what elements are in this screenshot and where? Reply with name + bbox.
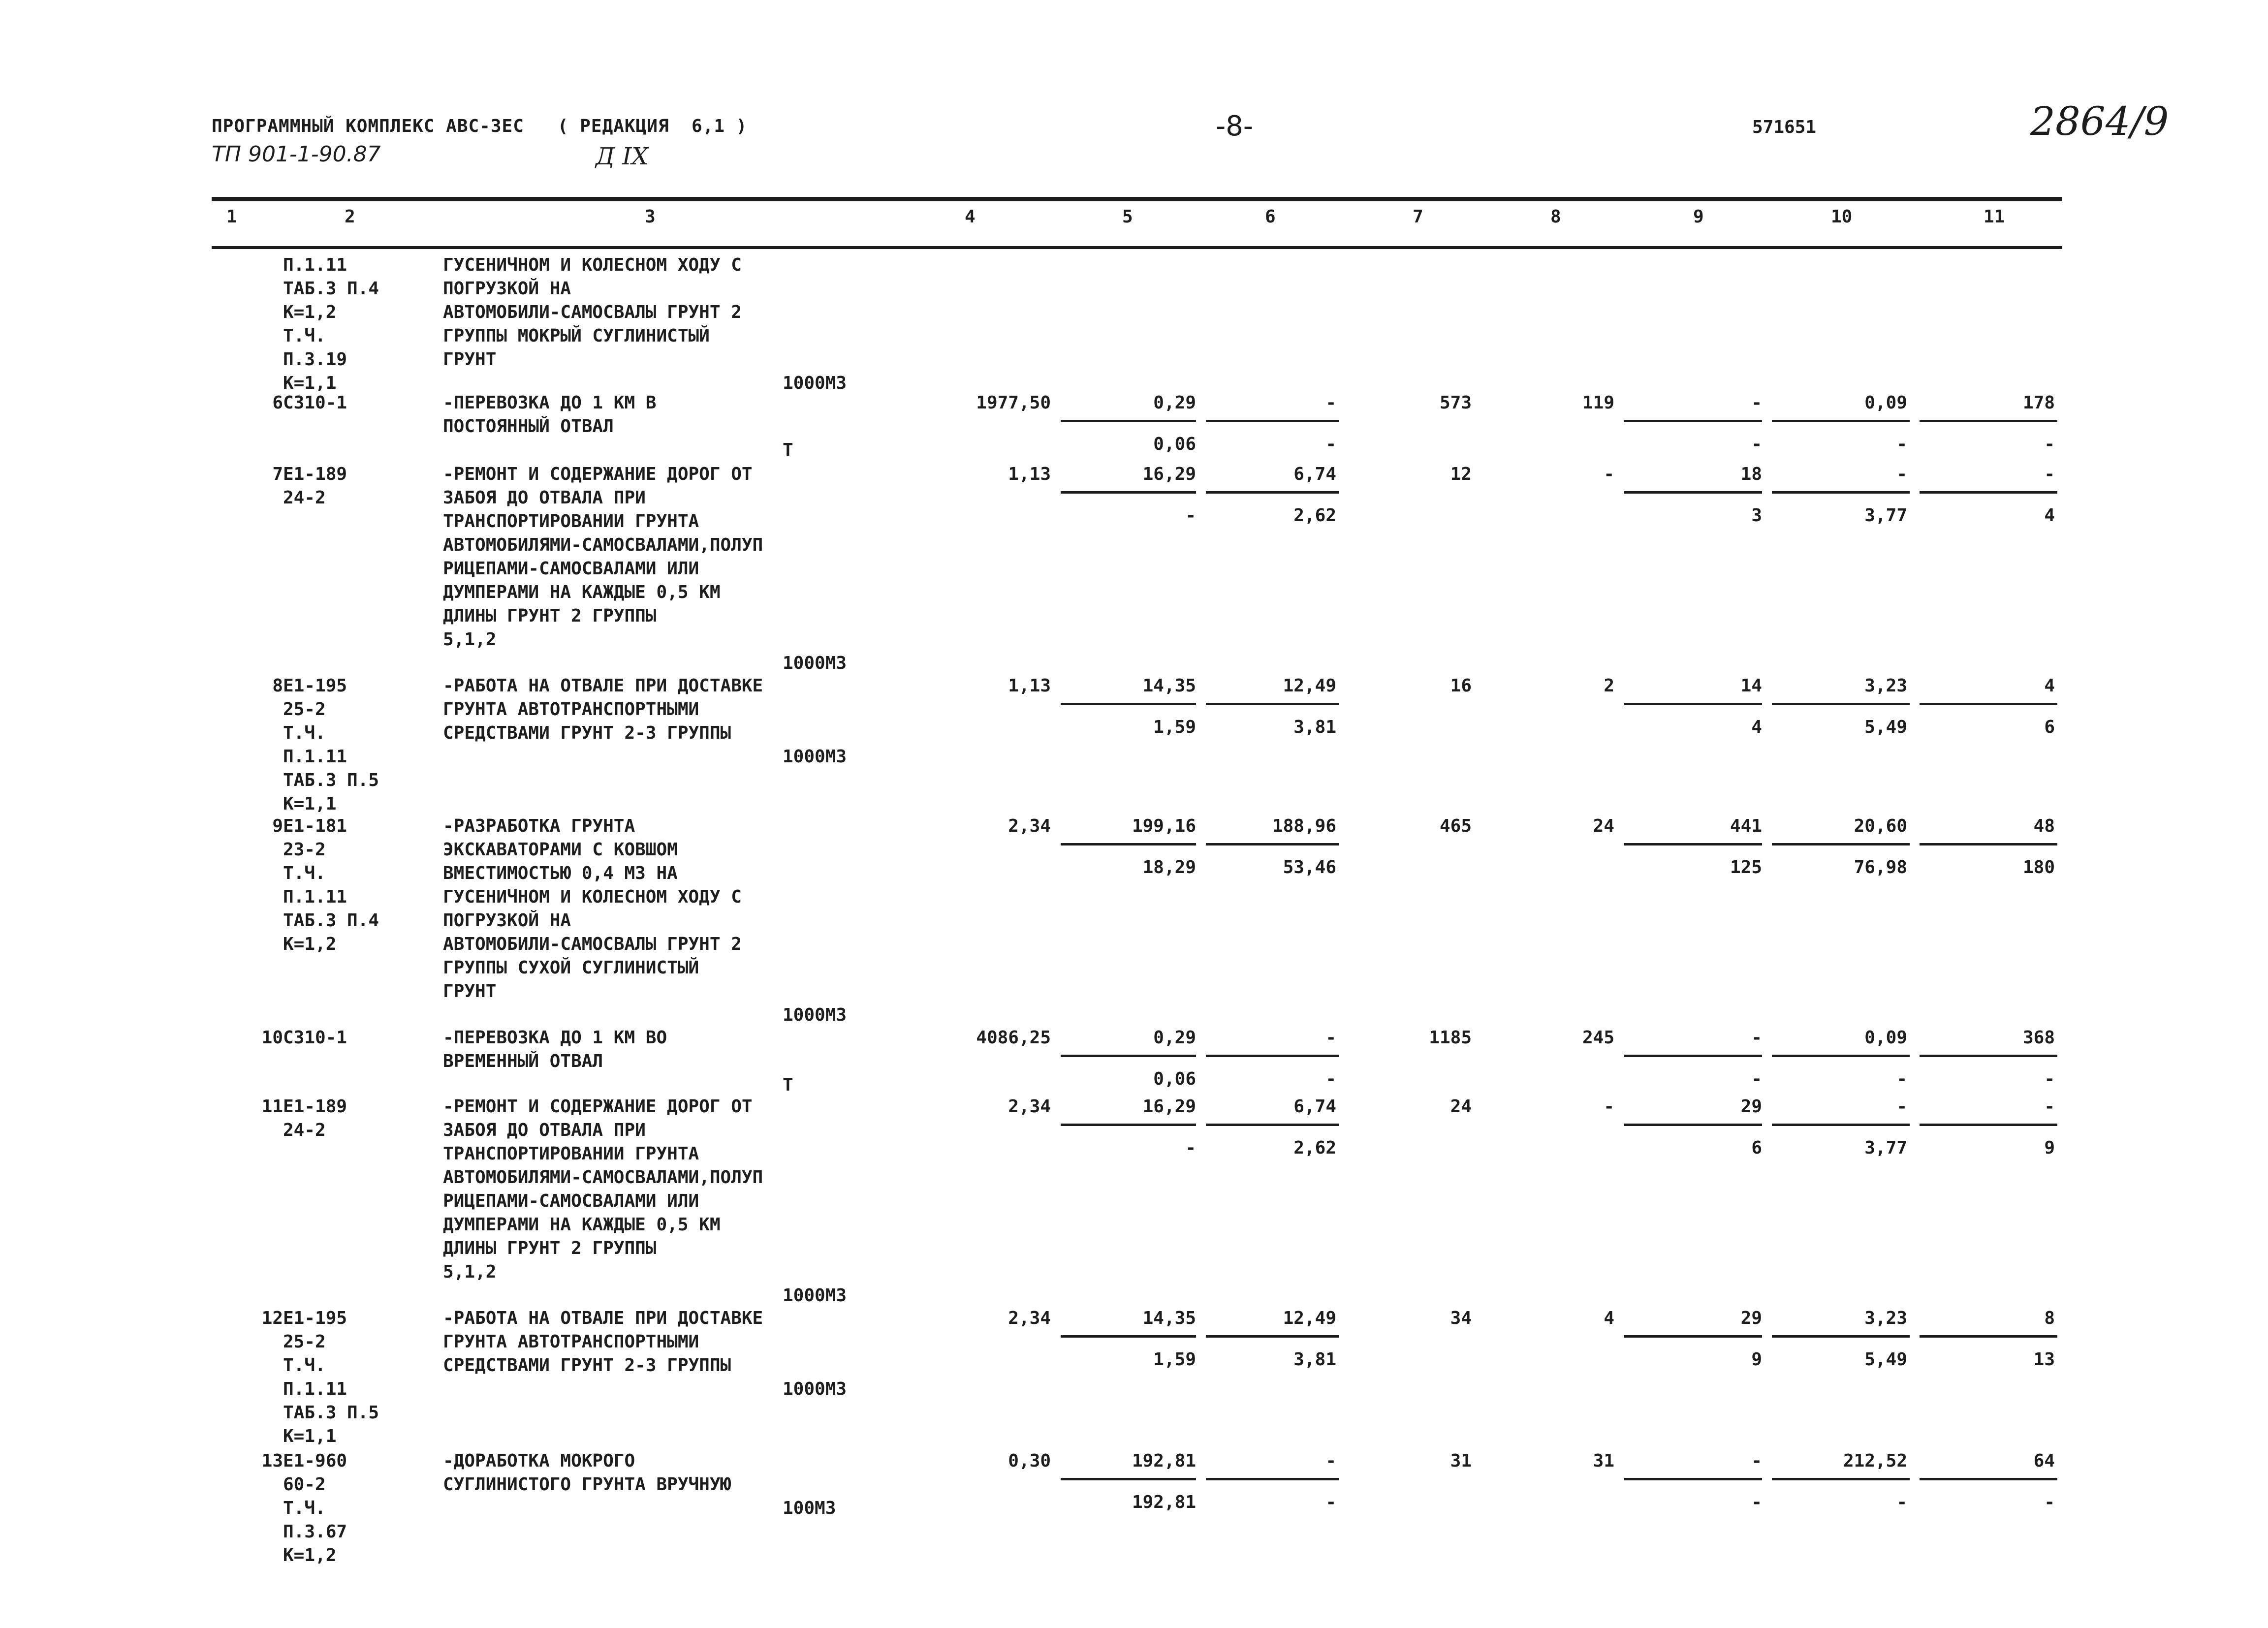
fraction-rule (1206, 1124, 1339, 1126)
column-number: 2 (345, 207, 355, 227)
column-number: 6 (1265, 207, 1276, 227)
unit-of-measure: 1000М3 (783, 373, 847, 393)
value-c6: 2,62 (1293, 1138, 1336, 1158)
value-c5: 1,59 (1153, 1349, 1196, 1370)
program-title: ПРОГРАММНЫЙ КОМПЛЕКС АВС-3ЕС ( РЕДАКЦИЯ 6,1 ) (212, 116, 748, 136)
value-c9: 9 (1751, 1349, 1762, 1370)
value-c7: 34 (1450, 1308, 1472, 1328)
value-c5: - (1185, 505, 1196, 526)
norm-code: Е1-181 23-2 Т.Ч. П.1.11 ТАБ.3 П.4 К=1,2 (283, 816, 379, 954)
value-c6: 12,49 (1283, 676, 1336, 696)
value-c9: - (1751, 1069, 1762, 1089)
value-c8: - (1604, 1096, 1614, 1117)
value-c5: 16,29 (1142, 464, 1196, 484)
value-c9: 3 (1751, 505, 1762, 526)
row-number: 10 (261, 1028, 283, 1048)
fraction-rule (1920, 843, 2057, 845)
fraction-rule (1920, 420, 2057, 422)
value-c6: - (1325, 1451, 1336, 1471)
unit-of-measure: 100М3 (783, 1498, 836, 1518)
column-number-header (0, 207, 2268, 236)
fraction-rule (1624, 1335, 1762, 1338)
value-c8: 2 (1604, 676, 1614, 696)
value-c6: - (1325, 1028, 1336, 1048)
value-c9: - (1751, 1451, 1762, 1471)
row-number: 8 (272, 676, 283, 696)
value-c10: 212,52 (1843, 1451, 1907, 1471)
page-number: -8- (1216, 110, 1254, 142)
fraction-rule (1772, 703, 1910, 705)
fraction-rule (1624, 1124, 1762, 1126)
value-c6: 53,46 (1283, 857, 1336, 877)
value-c5: 192,81 (1132, 1451, 1196, 1471)
value-c8: 119 (1582, 393, 1614, 413)
column-number: 5 (1122, 207, 1133, 227)
fraction-rule (1061, 1055, 1196, 1057)
column-number: 8 (1550, 207, 1561, 227)
value-c4: 2,34 (1008, 816, 1051, 836)
value-c9: 441 (1730, 816, 1762, 836)
value-c4: 2,34 (1008, 1096, 1051, 1117)
value-c9: 4 (1751, 717, 1762, 737)
work-description: -ДОРАБОТКА МОКРОГО СУГЛИНИСТОГО ГРУНТА ВРУЧНУЮ (443, 1451, 731, 1495)
value-c10: 0,09 (1864, 1028, 1907, 1048)
unit-of-measure: 1000М3 (783, 653, 847, 673)
value-c6: - (1325, 434, 1336, 454)
work-description: -РАЗРАБОТКА ГРУНТА ЭКСКАВАТОРАМИ С КОВШОМ ВМЕСТИМОСТЬЮ 0,4 М3 НА ГУСЕНИЧНОМ И КОЛЕСНОМ ХОДУ С ПОГРУЗКОЙ НА АВТОМОБИЛИ-САМОСВАЛЫ ГРУНТ 2 ГРУППЫ СУХОЙ СУГЛИНИСТЫЙ ГРУНТ (443, 816, 742, 1002)
table-header-rule (212, 246, 2062, 249)
work-description: -РЕМОНТ И СОДЕРЖАНИЕ ДОРОГ ОТ ЗАБОЯ ДО ОТВАЛА ПРИ ТРАНСПОРТИРОВАНИИ ГРУНТА АВТОМОБИЛЯМИ-САМОСВАЛАМИ,ПОЛУП РИЦЕПАМИ-САМОСВАЛАМИ ИЛИ ДУМПЕРАМИ НА КАЖДЫЕ 0,5 КМ ДЛИНЫ ГРУНТ 2 ГРУППЫ 5,1,2 (443, 1096, 763, 1282)
fraction-rule (1061, 1124, 1196, 1126)
value-c4: 4086,25 (976, 1028, 1051, 1048)
value-c5: 199,16 (1132, 816, 1196, 836)
fraction-rule (1920, 1124, 2057, 1126)
norm-code: С310-1 (283, 1028, 347, 1048)
fraction-rule (1206, 1055, 1339, 1057)
norm-code: Е1-189 24-2 (283, 464, 347, 508)
value-c10: 5,49 (1864, 717, 1907, 737)
fraction-rule (1624, 420, 1762, 422)
value-c11: 48 (2033, 816, 2055, 836)
row-number: 13 (261, 1451, 283, 1471)
column-number: 10 (1831, 207, 1853, 227)
column-number: 3 (645, 207, 656, 227)
fraction-rule (1061, 491, 1196, 494)
unit-of-measure: 1000М3 (783, 747, 847, 767)
value-c4: 1,13 (1008, 676, 1051, 696)
norm-code: Е1-195 25-2 Т.Ч. П.1.11 ТАБ.3 П.5 К=1,1 (283, 1308, 379, 1446)
value-c11: 4 (2044, 505, 2055, 526)
value-c5: 0,06 (1153, 434, 1196, 454)
value-c9: - (1751, 434, 1762, 454)
norm-code: Е1-195 25-2 Т.Ч. П.1.11 ТАБ.3 П.5 К=1,1 (283, 676, 379, 814)
value-c7: 31 (1450, 1451, 1472, 1471)
value-c9: 125 (1730, 857, 1762, 877)
value-c11: 13 (2033, 1349, 2055, 1370)
value-c11: 8 (2044, 1308, 2055, 1328)
value-c5: 18,29 (1142, 857, 1196, 877)
fraction-rule (1061, 843, 1196, 845)
value-c9: 29 (1740, 1096, 1762, 1117)
value-c11: 4 (2044, 676, 2055, 696)
value-c10: 20,60 (1854, 816, 1907, 836)
work-description: ГУСЕНИЧНОМ И КОЛЕСНОМ ХОДУ С ПОГРУЗКОЙ НА АВТОМОБИЛИ-САМОСВАЛЫ ГРУНТ 2 ГРУППЫ МОКРЫЙ СУГЛИНИСТЫЙ ГРУНТ (443, 255, 742, 370)
value-c9: 18 (1740, 464, 1762, 484)
fraction-rule (1061, 420, 1196, 422)
fraction-rule (1772, 843, 1910, 845)
row-number: 7 (272, 464, 283, 484)
column-number: 4 (965, 207, 976, 227)
value-c7: 1185 (1429, 1028, 1472, 1048)
fraction-rule (1206, 491, 1339, 494)
value-c5: - (1185, 1138, 1196, 1158)
value-c8: 31 (1593, 1451, 1614, 1471)
value-c8: - (1604, 464, 1614, 484)
value-c11: 180 (2022, 857, 2055, 877)
value-c6: - (1325, 393, 1336, 413)
row-number: 11 (261, 1096, 283, 1117)
column-number: 9 (1693, 207, 1704, 227)
unit-of-measure: Т (783, 1075, 793, 1095)
value-c10: 3,77 (1864, 1138, 1907, 1158)
value-c7: 465 (1439, 816, 1472, 836)
fraction-rule (1206, 420, 1339, 422)
fraction-rule (1206, 843, 1339, 845)
fraction-rule (1772, 1335, 1910, 1338)
value-c9: - (1751, 1492, 1762, 1512)
value-c7: 573 (1439, 393, 1472, 413)
row-number: 9 (272, 816, 283, 836)
value-c10: - (1896, 1096, 1907, 1117)
fraction-rule (1624, 491, 1762, 494)
value-c5: 192,81 (1132, 1492, 1196, 1512)
value-c11: 9 (2044, 1138, 2055, 1158)
fraction-rule (1920, 1055, 2057, 1057)
value-c10: - (1896, 464, 1907, 484)
fraction-rule (1624, 703, 1762, 705)
value-c9: 14 (1740, 676, 1762, 696)
fraction-rule (1920, 491, 2057, 494)
value-c6: 2,62 (1293, 505, 1336, 526)
fraction-rule (1061, 703, 1196, 705)
value-c10: 0,09 (1864, 393, 1907, 413)
fraction-rule (1920, 1335, 2057, 1338)
value-c5: 0,29 (1153, 393, 1196, 413)
work-description: -ПЕРЕВОЗКА ДО 1 КМ ВО ВРЕМЕННЫЙ ОТВАЛ (443, 1028, 667, 1071)
value-c5: 14,35 (1142, 1308, 1196, 1328)
fraction-rule (1772, 1124, 1910, 1126)
fraction-rule (1624, 1055, 1762, 1057)
value-c11: - (2044, 1492, 2055, 1512)
value-c11: - (2044, 1096, 2055, 1117)
value-c7: 16 (1450, 676, 1472, 696)
value-c11: 368 (2022, 1028, 2055, 1048)
value-c8: 24 (1593, 816, 1614, 836)
norm-code: С310-1 (283, 393, 347, 413)
value-c10: 5,49 (1864, 1349, 1907, 1370)
value-c8: 4 (1604, 1308, 1614, 1328)
norm-code: П.1.11 ТАБ.3 П.4 К=1,2 Т.Ч. П.3.19 К=1,1 (283, 255, 379, 393)
value-c8: 245 (1582, 1028, 1614, 1048)
value-c6: 6,74 (1293, 1096, 1336, 1117)
value-c11: 6 (2044, 717, 2055, 737)
fraction-rule (1061, 1478, 1196, 1480)
handwritten-stamp: 2864/9 (2030, 98, 2169, 144)
unit-of-measure: Т (783, 440, 793, 460)
work-description: -ПЕРЕВОЗКА ДО 1 КМ В ПОСТОЯННЫЙ ОТВАЛ (443, 393, 657, 437)
value-c5: 0,29 (1153, 1028, 1196, 1048)
work-description: -РАБОТА НА ОТВАЛЕ ПРИ ДОСТАВКЕ ГРУНТА АВТОТРАНСПОРТНЫМИ СРЕДСТВАМИ ГРУНТ 2-3 ГРУППЫ (443, 676, 763, 743)
value-c9: - (1751, 1028, 1762, 1048)
fraction-rule (1206, 1335, 1339, 1338)
fraction-rule (1772, 1478, 1910, 1480)
fraction-rule (1206, 703, 1339, 705)
value-c6: 6,74 (1293, 464, 1336, 484)
value-c6: 3,81 (1293, 1349, 1336, 1370)
value-c5: 16,29 (1142, 1096, 1196, 1117)
fraction-rule (1624, 1478, 1762, 1480)
section-code: Д IX (596, 143, 649, 170)
value-c10: - (1896, 1069, 1907, 1089)
fraction-rule (1920, 703, 2057, 705)
norm-code: Е1-960 60-2 Т.Ч. П.3.67 К=1,2 (283, 1451, 347, 1565)
value-c11: 178 (2022, 393, 2055, 413)
document-number: 571651 (1752, 117, 1817, 137)
unit-of-measure: 1000М3 (783, 1005, 847, 1025)
value-c10: - (1896, 434, 1907, 454)
value-c6: 188,96 (1272, 816, 1336, 836)
fraction-rule (1624, 843, 1762, 845)
fraction-rule (1061, 1335, 1196, 1338)
value-c9: - (1751, 393, 1762, 413)
value-c5: 1,59 (1153, 717, 1196, 737)
fraction-rule (1920, 1478, 2057, 1480)
value-c7: 24 (1450, 1096, 1472, 1117)
value-c6: - (1325, 1492, 1336, 1512)
norm-code: Е1-189 24-2 (283, 1096, 347, 1140)
value-c9: 6 (1751, 1138, 1762, 1158)
row-number: 12 (261, 1308, 283, 1328)
value-c5: 14,35 (1142, 676, 1196, 696)
fraction-rule (1772, 1055, 1910, 1057)
value-c6: 3,81 (1293, 717, 1336, 737)
row-number: 6 (272, 393, 283, 413)
column-number: 11 (1984, 207, 2005, 227)
value-c4: 2,34 (1008, 1308, 1051, 1328)
value-c11: 64 (2033, 1451, 2055, 1471)
work-description: -РАБОТА НА ОТВАЛЕ ПРИ ДОСТАВКЕ ГРУНТА АВТОТРАНСПОРТНЫМИ СРЕДСТВАМИ ГРУНТ 2-3 ГРУППЫ (443, 1308, 763, 1376)
unit-of-measure: 1000М3 (783, 1285, 847, 1306)
work-description: -РЕМОНТ И СОДЕРЖАНИЕ ДОРОГ ОТ ЗАБОЯ ДО ОТВАЛА ПРИ ТРАНСПОРТИРОВАНИИ ГРУНТА АВТОМОБИЛЯМИ-САМОСВАЛАМИ,ПОЛУП РИЦЕПАМИ-САМОСВАЛАМИ ИЛИ ДУМПЕРАМИ НА КАЖДЫЕ 0,5 КМ ДЛИНЫ ГРУНТ 2 ГРУППЫ 5,1,2 (443, 464, 763, 650)
column-number: 7 (1413, 207, 1423, 227)
value-c5: 0,06 (1153, 1069, 1196, 1089)
fraction-rule (1206, 1478, 1339, 1480)
value-c6: 12,49 (1283, 1308, 1336, 1328)
value-c11: - (2044, 1069, 2055, 1089)
value-c9: 29 (1740, 1308, 1762, 1328)
value-c6: - (1325, 1069, 1336, 1089)
value-c10: 3,23 (1864, 1308, 1907, 1328)
project-code: ТП 901-1-90.87 (212, 142, 381, 167)
value-c4: 0,30 (1008, 1451, 1051, 1471)
value-c10: - (1896, 1492, 1907, 1512)
value-c10: 3,77 (1864, 505, 1907, 526)
value-c11: - (2044, 434, 2055, 454)
value-c7: 12 (1450, 464, 1472, 484)
unit-of-measure: 1000М3 (783, 1379, 847, 1399)
table-top-rule (212, 197, 2062, 201)
value-c4: 1977,50 (976, 393, 1051, 413)
value-c10: 76,98 (1854, 857, 1907, 877)
value-c11: - (2044, 464, 2055, 484)
value-c4: 1,13 (1008, 464, 1051, 484)
value-c10: 3,23 (1864, 676, 1907, 696)
fraction-rule (1772, 491, 1910, 494)
fraction-rule (1772, 420, 1910, 422)
column-number: 1 (226, 207, 237, 227)
